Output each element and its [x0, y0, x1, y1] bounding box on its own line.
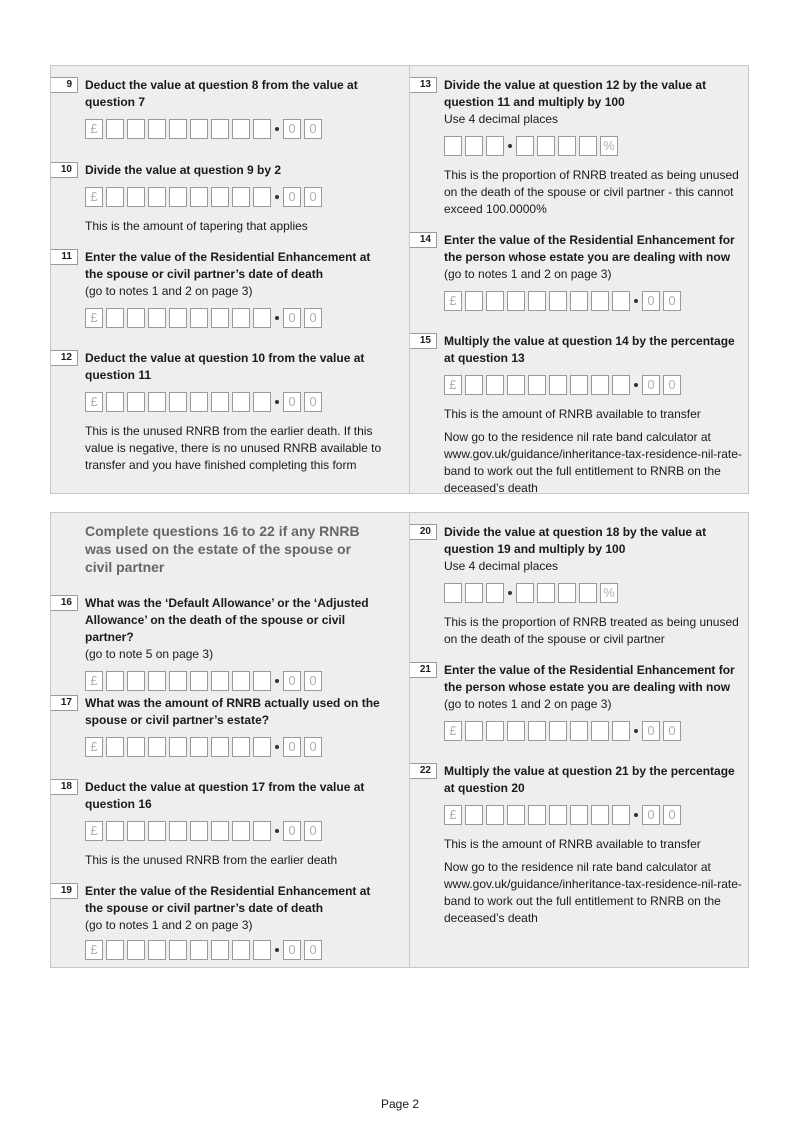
- amount-input[interactable]: [444, 720, 744, 742]
- digit-box[interactable]: [211, 392, 229, 412]
- digit-box[interactable]: [106, 119, 124, 139]
- pence-box: 0: [304, 737, 322, 757]
- question-title: Multiply the value at question 14 by the percentage at question 13: [444, 334, 735, 365]
- pence-box: 0: [663, 721, 681, 741]
- digit-box[interactable]: [591, 805, 609, 825]
- currency-symbol: £: [444, 375, 462, 395]
- question-hint: (go to note 5 on page 3): [85, 647, 214, 661]
- pence-box: 0: [283, 308, 301, 328]
- digit-box[interactable]: [106, 308, 124, 328]
- digit-box[interactable]: [127, 187, 145, 207]
- currency-symbol: £: [85, 940, 103, 960]
- question-title: What was the ‘Default Allowance’ or the ‘Adjusted Allowance’ on the death of the spouse or civil partner?: [85, 596, 369, 644]
- digit-box[interactable]: [486, 375, 504, 395]
- digit-box[interactable]: [211, 119, 229, 139]
- digit-box[interactable]: [253, 119, 271, 139]
- question-hint: (go to notes 1 and 2 on page 3): [85, 284, 253, 298]
- digit-box[interactable]: [106, 821, 124, 841]
- decimal-box[interactable]: [558, 136, 576, 156]
- currency-symbol: £: [85, 737, 103, 757]
- digit-box[interactable]: [612, 291, 630, 311]
- decimal-point: [634, 383, 638, 387]
- digit-box[interactable]: [211, 940, 229, 960]
- pence-box: 0: [304, 187, 322, 207]
- digit-box[interactable]: [507, 805, 525, 825]
- digit-box[interactable]: [465, 375, 483, 395]
- digit-box[interactable]: [486, 805, 504, 825]
- decimal-box[interactable]: [516, 136, 534, 156]
- digit-box[interactable]: [169, 737, 187, 757]
- decimal-point: [275, 400, 279, 404]
- digit-box[interactable]: [444, 136, 462, 156]
- digit-box[interactable]: [148, 119, 166, 139]
- question-number: 9: [51, 77, 78, 93]
- digit-box[interactable]: [169, 187, 187, 207]
- digit-box[interactable]: [549, 375, 567, 395]
- digit-box[interactable]: [612, 721, 630, 741]
- digit-box[interactable]: [549, 291, 567, 311]
- digit-box[interactable]: [465, 721, 483, 741]
- digit-box[interactable]: [127, 671, 145, 691]
- pence-box: 0: [304, 940, 322, 960]
- decimal-point: [275, 316, 279, 320]
- question-title: Deduct the value at question 10 from the value at question 11: [85, 351, 365, 382]
- digit-box[interactable]: [507, 721, 525, 741]
- digit-box[interactable]: [211, 821, 229, 841]
- pence-box: 0: [304, 671, 322, 691]
- question-number: 19: [51, 883, 78, 899]
- pence-box: 0: [663, 375, 681, 395]
- question-number: 13: [410, 77, 437, 93]
- question-hint: (go to notes 1 and 2 on page 3): [444, 697, 612, 711]
- digit-box[interactable]: [612, 375, 630, 395]
- section-heading: Complete questions 16 to 22 if any RNRB was used on the estate of the spouse or civil partner: [85, 523, 360, 575]
- pence-box: 0: [283, 187, 301, 207]
- amount-input[interactable]: [85, 939, 385, 961]
- decimal-point: [275, 195, 279, 199]
- digit-box[interactable]: [486, 136, 504, 156]
- decimal-box[interactable]: [579, 136, 597, 156]
- currency-symbol: £: [85, 187, 103, 207]
- page-number: Page 2: [380, 1097, 420, 1111]
- amount-input[interactable]: [85, 736, 385, 758]
- digit-box[interactable]: [253, 821, 271, 841]
- digit-box[interactable]: [591, 721, 609, 741]
- digit-box[interactable]: [507, 375, 525, 395]
- digit-box[interactable]: [232, 187, 250, 207]
- decimal-point: [508, 591, 512, 595]
- form-panel-2: [50, 512, 749, 968]
- digit-box[interactable]: [148, 671, 166, 691]
- pence-box: 0: [283, 821, 301, 841]
- question-number: 22: [410, 763, 437, 779]
- amount-input[interactable]: [444, 374, 744, 396]
- digit-box[interactable]: [190, 187, 208, 207]
- question-title: Enter the value of the Residential Enhancement at the spouse or civil partner’s date of death: [85, 250, 371, 281]
- digit-box[interactable]: [190, 821, 208, 841]
- digit-box[interactable]: [190, 940, 208, 960]
- question-number: 11: [51, 249, 78, 265]
- digit-box[interactable]: [190, 671, 208, 691]
- decimal-point: [634, 729, 638, 733]
- digit-box[interactable]: [232, 392, 250, 412]
- question-note: This is the proportion of RNRB treated as being unused on the death of the spouse or civil partner: [444, 615, 739, 646]
- digit-box[interactable]: [211, 308, 229, 328]
- digit-box[interactable]: [444, 583, 462, 603]
- currency-symbol: £: [85, 821, 103, 841]
- digit-box[interactable]: [190, 308, 208, 328]
- digit-box[interactable]: [106, 187, 124, 207]
- column-divider: [409, 66, 410, 493]
- digit-box[interactable]: [486, 291, 504, 311]
- digit-box[interactable]: [127, 392, 145, 412]
- digit-box[interactable]: [148, 821, 166, 841]
- digit-box[interactable]: [106, 737, 124, 757]
- digit-box[interactable]: [232, 737, 250, 757]
- question-note: This is the amount of RNRB available to transfer: [444, 837, 701, 851]
- digit-box[interactable]: [465, 291, 483, 311]
- question-note: This is the unused RNRB from the earlier death: [85, 853, 338, 867]
- digit-box[interactable]: [570, 805, 588, 825]
- question-hint: (go to notes 1 and 2 on page 3): [85, 918, 253, 932]
- pence-box: 0: [642, 375, 660, 395]
- digit-box[interactable]: [253, 392, 271, 412]
- pence-box: 0: [642, 291, 660, 311]
- digit-box[interactable]: [190, 119, 208, 139]
- question-title: Divide the value at question 12 by the value at question 11 and multiply by 100: [444, 78, 707, 109]
- digit-box[interactable]: [253, 671, 271, 691]
- digit-box[interactable]: [232, 821, 250, 841]
- pence-box: 0: [283, 119, 301, 139]
- digit-box[interactable]: [528, 375, 546, 395]
- digit-box[interactable]: [127, 737, 145, 757]
- digit-box[interactable]: [570, 375, 588, 395]
- digit-box[interactable]: [127, 308, 145, 328]
- decimal-box[interactable]: [537, 583, 555, 603]
- pence-box: 0: [304, 392, 322, 412]
- question-title: Enter the value of the Residential Enhancement for the person whose estate you are dealing with now: [444, 233, 735, 264]
- digit-box[interactable]: [253, 940, 271, 960]
- pence-box: 0: [304, 308, 322, 328]
- decimal-point: [634, 299, 638, 303]
- digit-box[interactable]: [549, 805, 567, 825]
- question-number: 20: [410, 524, 437, 540]
- digit-box[interactable]: [169, 940, 187, 960]
- currency-symbol: £: [85, 671, 103, 691]
- amount-input[interactable]: [85, 307, 385, 329]
- percentage-input[interactable]: [444, 135, 744, 157]
- pence-box: 0: [642, 805, 660, 825]
- question-hint: (go to notes 1 and 2 on page 3): [444, 267, 612, 281]
- digit-box[interactable]: [211, 187, 229, 207]
- digit-box[interactable]: [127, 821, 145, 841]
- question-number: 15: [410, 333, 437, 349]
- digit-box[interactable]: [253, 187, 271, 207]
- digit-box[interactable]: [232, 671, 250, 691]
- currency-symbol: £: [444, 291, 462, 311]
- question-title: Divide the value at question 18 by the value at question 19 and multiply by 100: [444, 525, 707, 556]
- pence-box: 0: [304, 119, 322, 139]
- pence-box: 0: [304, 821, 322, 841]
- question-title: Deduct the value at question 17 from the value at question 16: [85, 780, 365, 811]
- percent-symbol: %: [600, 583, 618, 603]
- question-hint: Use 4 decimal places: [444, 112, 559, 126]
- pence-box: 0: [642, 721, 660, 741]
- digit-box[interactable]: [106, 392, 124, 412]
- percent-symbol: %: [600, 136, 618, 156]
- digit-box[interactable]: [211, 671, 229, 691]
- question-title: What was the amount of RNRB actually used on the spouse or civil partner’s estate?: [85, 696, 380, 727]
- digit-box[interactable]: [232, 119, 250, 139]
- question-note: This is the amount of RNRB available to transfer: [444, 407, 701, 421]
- digit-box[interactable]: [528, 291, 546, 311]
- question-title: Enter the value of the Residential Enhancement at the spouse or civil partner’s date of death: [85, 884, 371, 915]
- digit-box[interactable]: [232, 308, 250, 328]
- digit-box[interactable]: [486, 583, 504, 603]
- digit-box[interactable]: [190, 737, 208, 757]
- decimal-box[interactable]: [558, 583, 576, 603]
- digit-box[interactable]: [591, 291, 609, 311]
- digit-box[interactable]: [169, 119, 187, 139]
- currency-symbol: £: [444, 721, 462, 741]
- digit-box[interactable]: [148, 940, 166, 960]
- question-note: This is the proportion of RNRB treated as being unused on the death of the spouse or civil partner - this cannot exceed 100.0000%: [444, 168, 739, 216]
- amount-input[interactable]: [85, 118, 385, 140]
- pence-box: 0: [283, 671, 301, 691]
- pence-box: 0: [663, 805, 681, 825]
- form-panel-1: [50, 65, 749, 494]
- pence-box: 0: [283, 940, 301, 960]
- question-title: Multiply the value at question 21 by the percentage at question 20: [444, 764, 735, 795]
- amount-input[interactable]: [444, 804, 744, 826]
- digit-box[interactable]: [127, 119, 145, 139]
- digit-box[interactable]: [211, 737, 229, 757]
- currency-symbol: £: [85, 119, 103, 139]
- currency-symbol: £: [85, 392, 103, 412]
- digit-box[interactable]: [570, 291, 588, 311]
- digit-box[interactable]: [465, 136, 483, 156]
- decimal-box[interactable]: [537, 136, 555, 156]
- digit-box[interactable]: [528, 721, 546, 741]
- digit-box[interactable]: [169, 392, 187, 412]
- amount-input[interactable]: [85, 820, 385, 842]
- amount-input[interactable]: [85, 670, 385, 692]
- question-number: 14: [410, 232, 437, 248]
- digit-box[interactable]: [169, 308, 187, 328]
- decimal-point: [634, 813, 638, 817]
- digit-box[interactable]: [148, 187, 166, 207]
- currency-symbol: £: [85, 308, 103, 328]
- digit-box[interactable]: [169, 671, 187, 691]
- question-number: 16: [51, 595, 78, 611]
- decimal-point: [275, 948, 279, 952]
- digit-box[interactable]: [127, 940, 145, 960]
- pence-box: 0: [283, 737, 301, 757]
- digit-box[interactable]: [169, 821, 187, 841]
- question-number: 10: [51, 162, 78, 178]
- decimal-box[interactable]: [579, 583, 597, 603]
- decimal-point: [508, 144, 512, 148]
- question-note: Now go to the residence nil rate band calculator at www.gov.uk/guidance/inheritance-tax-residence-nil-rate-band to work out the full entitlement to RNRB on the deceased’s death: [444, 430, 742, 495]
- question-title: Divide the value at question 9 by 2: [85, 163, 282, 177]
- decimal-point: [275, 829, 279, 833]
- digit-box[interactable]: [106, 671, 124, 691]
- amount-input[interactable]: [444, 290, 744, 312]
- amount-input[interactable]: [85, 186, 385, 208]
- digit-box[interactable]: [190, 392, 208, 412]
- digit-box[interactable]: [232, 940, 250, 960]
- digit-box[interactable]: [148, 392, 166, 412]
- decimal-box[interactable]: [516, 583, 534, 603]
- digit-box[interactable]: [465, 583, 483, 603]
- digit-box[interactable]: [148, 737, 166, 757]
- question-note: Now go to the residence nil rate band calculator at www.gov.uk/guidance/inheritance-tax-residence-nil-rate-band to work out the full entitlement to RNRB on the deceased’s death: [444, 860, 742, 925]
- question-hint: Use 4 decimal places: [444, 559, 559, 573]
- digit-box[interactable]: [106, 940, 124, 960]
- currency-symbol: £: [444, 805, 462, 825]
- question-title: Enter the value of the Residential Enhancement for the person whose estate you are dealing with now: [444, 663, 735, 694]
- question-note: This is the amount of tapering that applies: [85, 219, 308, 233]
- digit-box[interactable]: [507, 291, 525, 311]
- digit-box[interactable]: [253, 737, 271, 757]
- digit-box[interactable]: [253, 308, 271, 328]
- question-number: 18: [51, 779, 78, 795]
- pence-box: 0: [283, 392, 301, 412]
- question-number: 21: [410, 662, 437, 678]
- question-note: This is the unused RNRB from the earlier death. If this value is negative, there is no unused RNRB available to transfer and you have finished completing this form: [85, 424, 382, 472]
- digit-box[interactable]: [591, 375, 609, 395]
- decimal-point: [275, 679, 279, 683]
- digit-box[interactable]: [570, 721, 588, 741]
- percentage-input[interactable]: [444, 582, 744, 604]
- digit-box[interactable]: [148, 308, 166, 328]
- digit-box[interactable]: [486, 721, 504, 741]
- column-divider: [409, 513, 410, 967]
- digit-box[interactable]: [528, 805, 546, 825]
- question-number: 17: [51, 695, 78, 711]
- decimal-point: [275, 127, 279, 131]
- pence-box: 0: [663, 291, 681, 311]
- question-title: Deduct the value at question 8 from the value at question 7: [85, 78, 358, 109]
- amount-input[interactable]: [85, 391, 385, 413]
- digit-box[interactable]: [612, 805, 630, 825]
- digit-box[interactable]: [465, 805, 483, 825]
- question-number: 12: [51, 350, 78, 366]
- decimal-point: [275, 745, 279, 749]
- digit-box[interactable]: [549, 721, 567, 741]
